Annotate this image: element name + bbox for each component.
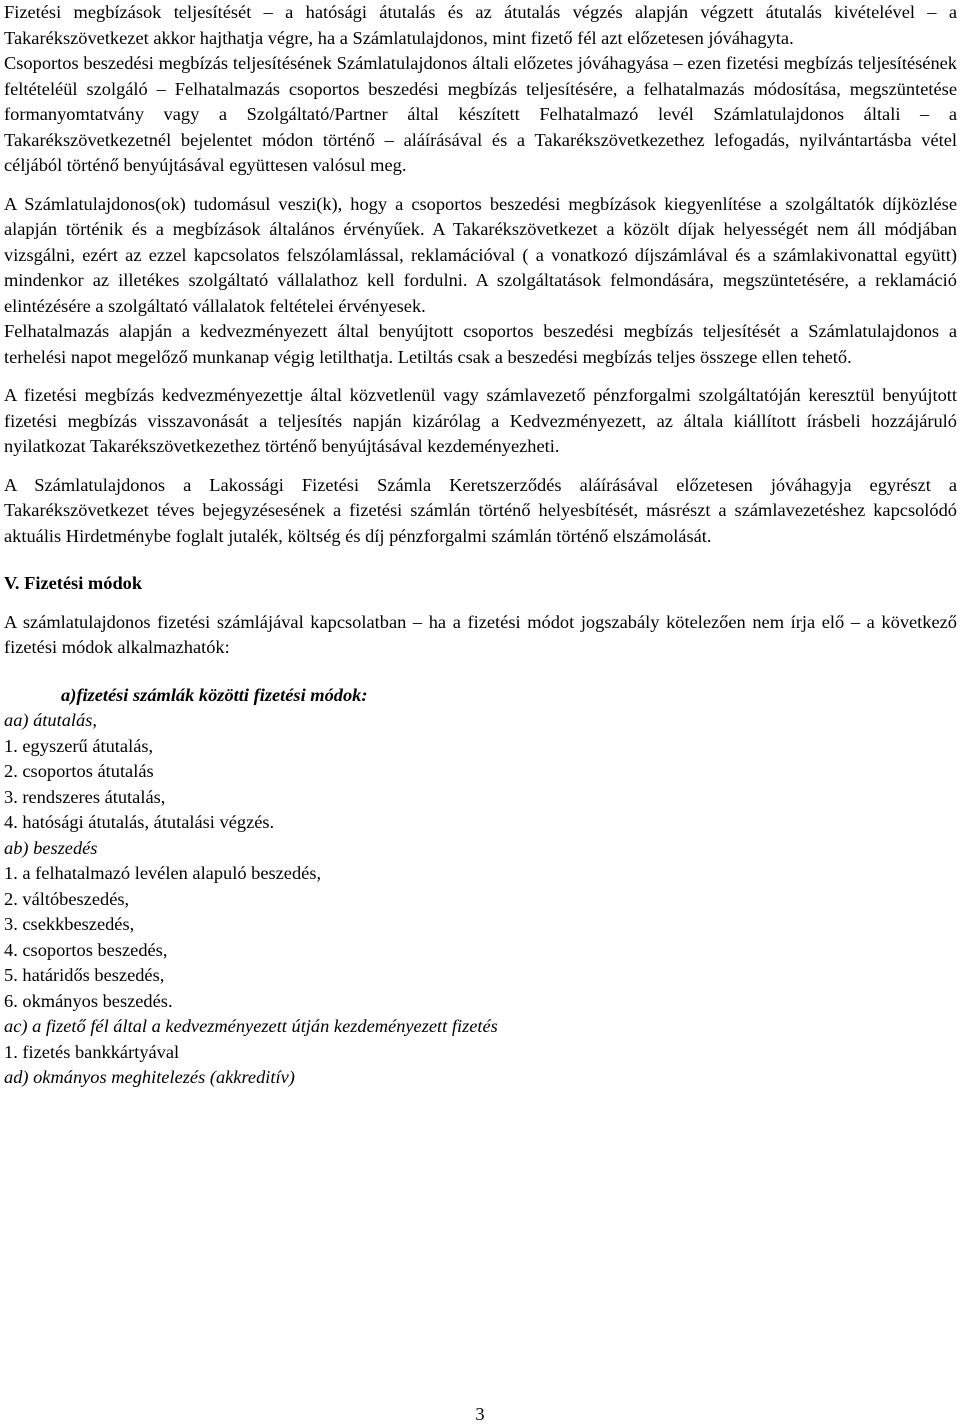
- list-item: 3. csekkbeszedés,: [4, 914, 135, 934]
- list-item: 1. a felhatalmazó levélen alapuló beszedés,: [4, 863, 322, 883]
- list-item: 4. csoportos beszedés,: [4, 939, 168, 960]
- document-page: [4, 0, 957, 1091]
- paragraph-collective-collection-approval: Csoportos beszedési megbízás teljesítésének Számlatulajdonos általi előzetes jóváhagyása – ezen fizetési megbízás teljesítésének feltételéül szolgáló – Felhatalmazás csoportos beszedési megbízás teljesítésére, a felhatalmazás módosítása, megszüntetése formanyomtatvány vagy a Szolgáltató/Partner által készített Felhatalmazó levél Számlatulajdonos általi – a Takarékszövetkezetnél bejelentet módon történő – aláírásával és a Takarékszövetkezethez lefogadás, nyilvántartásba vétel céljából történő benyújtásával együttesen valósul meg.: [4, 53, 957, 175]
- list-label-documentary-credit: ad) okmányos meghitelezés (akkreditív): [4, 1067, 295, 1087]
- list-item: 3. rendszeres átutalás,: [4, 786, 166, 807]
- list-item: 1. egyszerű átutalás,: [4, 735, 154, 756]
- list-item: 2. csoportos átutalás: [4, 761, 154, 781]
- list-label-payer-initiated: ac) a fizető fél által a kedvezményezett útján kezdeményezett fizetés: [4, 1016, 498, 1036]
- paragraph-account-holder-acknowledgement: A Számlatulajdonos(ok) tudomásul veszi(k), hogy a csoportos beszedési megbízások kiegyenlítése a szolgáltatók díjközlése alapján történik és a megbízások általános érvényűek. A Takarékszövetkezet a közölt díjak helyességét nem áll módjában vizsgálni, ezért az ezzel kapcsolatos felszólamlással, reklamációval ( a vonatkozó díjszámlával és a számlakivonattal együtt) mindenkor az illetékes szolgáltató vállalathoz kell fordulni. A szolgáltatások felmondására, megszüntetésére, a reklamáció elintézésére a szolgáltató vállalatok feltételei érvényesek.: [4, 193, 957, 316]
- list-item: 1. fizetés bankkártyával: [4, 1041, 180, 1062]
- paragraph-framework-contract: A Számlatulajdonos a Lakossági Fizetési Számla Keretszerződés aláírásával előzetesen jóváhagyja egyrészt a Takarékszövetkezet téves bejegyzésesének a fizetési számlán történő helyesbítését, másrészt a számlavezetéshez kapcsolódó aktuális Hirdetménybe foglalt jutalék, költség és díj pénzforgalmi számlán történő elszámolását.: [4, 474, 957, 546]
- list-payer-initiated: [4, 1014, 957, 1065]
- paragraph-approval-requirement: Fizetési megbízások teljesítését – a hatósági átutalás és az átutalás végzés alapján végzett átutalás kivételével – a Takarékszövetkezet akkor hajthatja végre, ha a Számlatulajdonos, mint fizető fél azt előzetesen jóváhagyta.: [4, 2, 957, 48]
- list-collection: [4, 836, 957, 1015]
- list-label-collection: ab) beszedés: [4, 837, 98, 858]
- section-heading: V. Fizetési módok: [4, 573, 143, 593]
- paragraph-blocking-collection: Felhatalmazás alapján a kedvezményezett által benyújtott csoportos beszedési megbízás teljesítését a Számlatulajdonos a terhelési napot megelőző munkanap végig letilthatja. Letiltás csak a beszedési megbízás teljes összege ellen tehető.: [4, 321, 957, 367]
- page-number: 3: [475, 1404, 485, 1424]
- list-transfer: [4, 708, 957, 836]
- list-item: 5. határidős beszedés,: [4, 965, 165, 985]
- section-subheading: a)fizetési számlák közötti fizetési módok:: [61, 684, 368, 705]
- list-item: 6. okmányos beszedés.: [4, 990, 173, 1011]
- section-intro: A számlatulajdonos fizetési számlájával kapcsolatban – ha a fizetési módot jogszabály kötelezően nem írja elő – a következő fizetési módok alkalmazhatók:: [4, 611, 957, 657]
- list-documentary-credit: [4, 1065, 957, 1091]
- list-item: 4. hatósági átutalás, átutalási végzés.: [4, 812, 275, 832]
- paragraph-revocation: A fizetési megbízás kedvezményezettje által közvetlenül vagy számlavezető pénzforgalmi szolgáltatóján keresztül benyújtott fizetési megbízás visszavonását a teljesítés napján kizárólag a Kedvezményezett, az általa kiállított írásbeli hozzájáruló nyilatkozat Takarékszövetkezethez történő benyújtásával kezdeményezheti.: [4, 385, 957, 456]
- list-item: 2. váltóbeszedés,: [4, 888, 130, 909]
- list-label-transfer: aa) átutalás,: [4, 710, 97, 730]
